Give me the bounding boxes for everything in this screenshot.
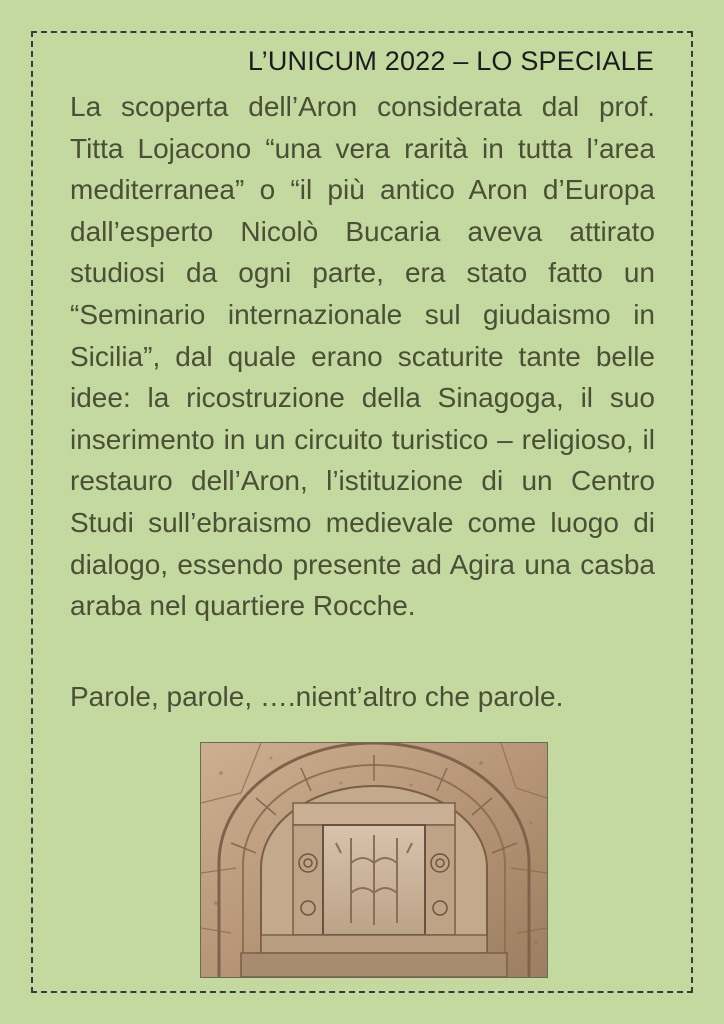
aron-stone-photo — [200, 742, 548, 978]
article-closing-line: Parole, parole, ….nient’altro che parole. — [70, 681, 564, 712]
carved-stone-aron-photo-icon — [201, 743, 547, 977]
page-header-title: L’UNICUM 2022 – LO SPECIALE — [247, 46, 654, 76]
article-paragraph: La scoperta dell’Aron considerata dal prof. Titta Lojacono “una vera rarità in tutta l’area mediterranea” o “il più antico Aron d’Europa dall’esperto Nicolò Bucaria aveva attirato studiosi da ogni parte, era stato fatto un “Seminario internazionale sul giudaismo in Sicilia”, dal quale erano scaturite tante belle idee: la ricostruzione della Sinagoga, il suo inserimento in un circuito turistico – religioso, il restauro dell’Aron, l’istituzione di un Centro Studi sull’ebraismo medievale come luogo di dialogo, essendo presente ad Agira una casba araba nel quartiere Rocche. — [70, 91, 655, 622]
